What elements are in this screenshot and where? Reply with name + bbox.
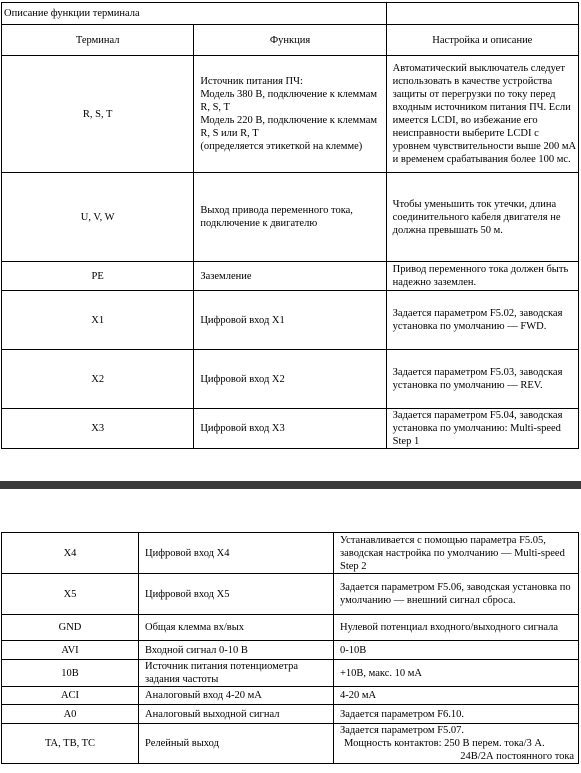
function-cell: Аналоговый вход 4-20 мА	[139, 687, 334, 705]
description-cell: Автоматический выключатель следует использовать в качестве устройства защиты от перегрузки по току перед входным источником питания ПЧ. Если имеется LCDI, во избежание его неисправности выберите LCDI с уровнем чувствительности выше 200 мА и временем срабатывания более 100 мс.	[386, 56, 578, 173]
description-cell: Задается параметром F6.10.	[334, 705, 579, 724]
table-row	[2, 173, 579, 262]
description-cell	[334, 724, 579, 764]
header-description: Настройка и описание	[386, 25, 578, 56]
description-line: Задается параметром F5.07.	[340, 725, 465, 736]
terminal-cell: 10B	[2, 660, 139, 687]
description-cell: 0-10В	[334, 641, 579, 660]
function-cell: Источник питания ПЧ: Модель 380 В, подключение к клеммам R, S, T Модель 220 В, подключение к клеммам R, S или R, T (определяется этикеткой на клемме)	[194, 56, 386, 173]
terminal-cell: X3	[2, 409, 194, 449]
terminal-cell: PE	[2, 262, 194, 291]
header-row	[2, 25, 579, 56]
function-cell: Цифровой вход X5	[139, 574, 334, 615]
terminal-cell: AVI	[2, 641, 139, 660]
description-cell: Задается параметром F5.04, заводская установка по умолчанию: Multi-speed Step 1	[386, 409, 578, 449]
function-cell: Цифровой вход X2	[194, 350, 386, 409]
header-function: Функция	[194, 25, 386, 56]
terminal-cell: X5	[2, 574, 139, 615]
terminal-cell: X1	[2, 291, 194, 350]
function-cell: Релейный выход	[139, 724, 334, 764]
function-cell: Выход привода переменного тока, подключение к двигателю	[194, 173, 386, 262]
table-row	[2, 660, 579, 687]
function-cell: Аналоговый выходной сигнал	[139, 705, 334, 724]
terminal-cell: ACI	[2, 687, 139, 705]
table-caption: Описание функции терминала	[2, 3, 387, 25]
description-cell: Привод переменного тока должен быть надежно заземлен.	[386, 262, 578, 291]
table-row	[2, 56, 579, 173]
description-cell: Нулевой потенциал входного/выходного сигнала	[334, 615, 579, 641]
terminal-cell: R, S, T	[2, 56, 194, 173]
terminal-table-top	[1, 2, 579, 449]
table-row	[2, 705, 579, 724]
terminal-table-bottom	[1, 532, 579, 764]
table-row	[2, 724, 579, 764]
table-row	[2, 615, 579, 641]
table-row	[2, 350, 579, 409]
terminal-cell: GND	[2, 615, 139, 641]
terminal-cell: A0	[2, 705, 139, 724]
function-cell: Цифровой вход X4	[139, 533, 334, 574]
function-cell: Общая клемма вх/вых	[139, 615, 334, 641]
terminal-cell: TA, TB, TC	[2, 724, 139, 764]
table-row	[2, 574, 579, 615]
description-cell: Чтобы уменьшить ток утечки, длина соединительного кабеля двигателя не должна превышать 50 м.	[386, 173, 578, 262]
description-cell: Задается параметром F5.06, заводская установка по умолчанию — внешний сигнал сброса.	[334, 574, 579, 615]
table-row	[2, 262, 579, 291]
table-row	[2, 687, 579, 705]
description-cell: Задается параметром F5.02, заводская установка по умолчанию — FWD.	[386, 291, 578, 350]
function-cell: Цифровой вход X3	[194, 409, 386, 449]
page-separator	[0, 481, 581, 489]
terminal-cell: X4	[2, 533, 139, 574]
function-cell: Заземление	[194, 262, 386, 291]
description-cell: Устанавливается с помощью параметра F5.05, заводская настройка по умолчанию — Multi-speed Step 2	[334, 533, 579, 574]
table-row	[2, 533, 579, 574]
header-terminal: Терминал	[2, 25, 194, 56]
description-line: 24В/2А постоянного тока	[460, 751, 574, 762]
terminal-cell: U, V, W	[2, 173, 194, 262]
description-cell: 4-20 мА	[334, 687, 579, 705]
description-cell: +10В, макс. 10 мА	[334, 660, 579, 687]
function-cell: Источник питания потенциометра задания частоты	[139, 660, 334, 687]
description-cell: Задается параметром F5.03, заводская установка по умолчанию — REV.	[386, 350, 578, 409]
table-row	[2, 291, 579, 350]
table-row	[2, 641, 579, 660]
function-cell: Цифровой вход X1	[194, 291, 386, 350]
terminal-cell: X2	[2, 350, 194, 409]
function-cell: Входной сигнал 0-10 В	[139, 641, 334, 660]
description-line: Мощность контактов: 250 В перем. тока/3 А.	[344, 738, 545, 749]
table-row	[2, 409, 579, 449]
